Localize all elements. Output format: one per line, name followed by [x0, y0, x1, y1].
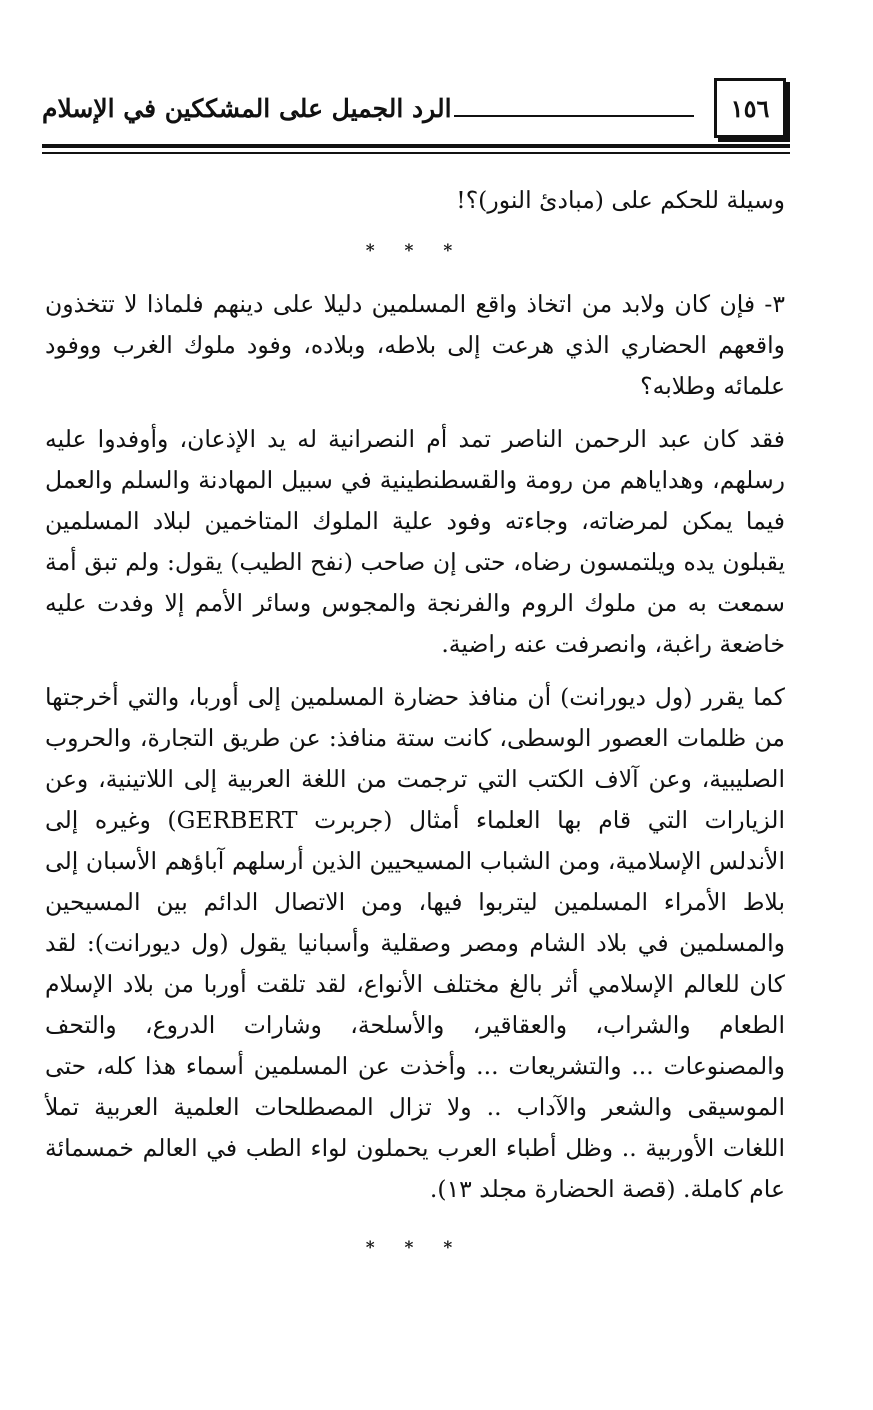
- numbered-item-3: ٣- فإن كان ولابد من اتخاذ واقع المسلمين دليلا على دينهم فلماذا لا تتخذون واقعهم الحضاري الذي هرعت إلى بلاطه، وبلاده، وفود ملوك الغرب ووفود علمائه وطلابه؟: [45, 290, 785, 400]
- header-dash-line: [454, 115, 694, 117]
- running-header: [42, 78, 790, 144]
- body-paragraph: كما يقرر (ول ديورانت) أن منافذ حضارة المسلمين إلى أوربا، والتي أخرجتها من ظلمات العصور الوسطى، كانت ستة منافذ: عن طريق التجارة، والحروب الصليبية، وعن آلاف الكتب التي ترجمت من اللغة العربية إلى اللاتينية، وعن الزيارات التي قام بها العلماء أمثال (جربرت GERBERT) وغيره إلى الأندلس الإسلامية، ومن الشباب المسيحيين الذين أرسلهم آباؤهم الأسبان إلى بلاط الأمراء المسلمين ليتربوا فيها، ومن الاتصال الدائم بين المسيحين والمسلمين في بلاد الشام ومصر وصقلية وأسبانيا يقول (ول ديورانت): لقد كان للعالم الإسلامي أثر بالغ مختلف الأنواع، لقد تلقت أوربا من بلاد الإسلام الطعام والشراب، والعقاقير، والأسلحة، وشارات الدروع، والتحف والمصنوعات ... والتشريعات ... وأخذت عن المسلمين أسماء هذا كله، حتى الموسيقى والشعر والآداب .. ولا تزال المصطلحات العلمية العربية تملأ اللغات الأوربية .. وظل أطباء العرب يحملون لواء الطب في العالم خمسمائة عام كاملة. (قصة الحضارة مجلد ١٣).: [45, 683, 785, 1203]
- header-rule-thick: [42, 144, 790, 148]
- section-separator: * * *: [365, 1238, 465, 1258]
- section-separator: * * *: [365, 241, 465, 261]
- page-number-box: [714, 78, 786, 138]
- body-paragraph: فقد كان عبد الرحمن الناصر تمد أم النصرانية له يد الإذعان، وأوفدوا عليه رسلهم، وهداياهم من رومة والقسطنطينية في سبيل المهادنة والسلم والعمل فيما يمكن لمرضاته، وجاءته وفود علية الملوك المتاخمين لبلاد المسلمين يقبلون يده ويلتمسون رضاه، حتى إن صاحب (نفح الطيب) يقول: ولم تبق أمة سمعت به من ملوك الروم والفرنجة والمجوس وسائر الأمم إلا وفدت عليه خاضعة راغبة، وانصرفت عنه راضية.: [45, 425, 785, 658]
- continuation-line: وسيلة للحكم على (مبادئ النور)؟!: [456, 186, 785, 214]
- running-title: الرد الجميل على المشككين في الإسلام: [42, 94, 452, 123]
- page-body: [45, 180, 785, 1281]
- page-number: ١٥٦: [730, 93, 770, 123]
- header-rule-thin: [42, 152, 790, 154]
